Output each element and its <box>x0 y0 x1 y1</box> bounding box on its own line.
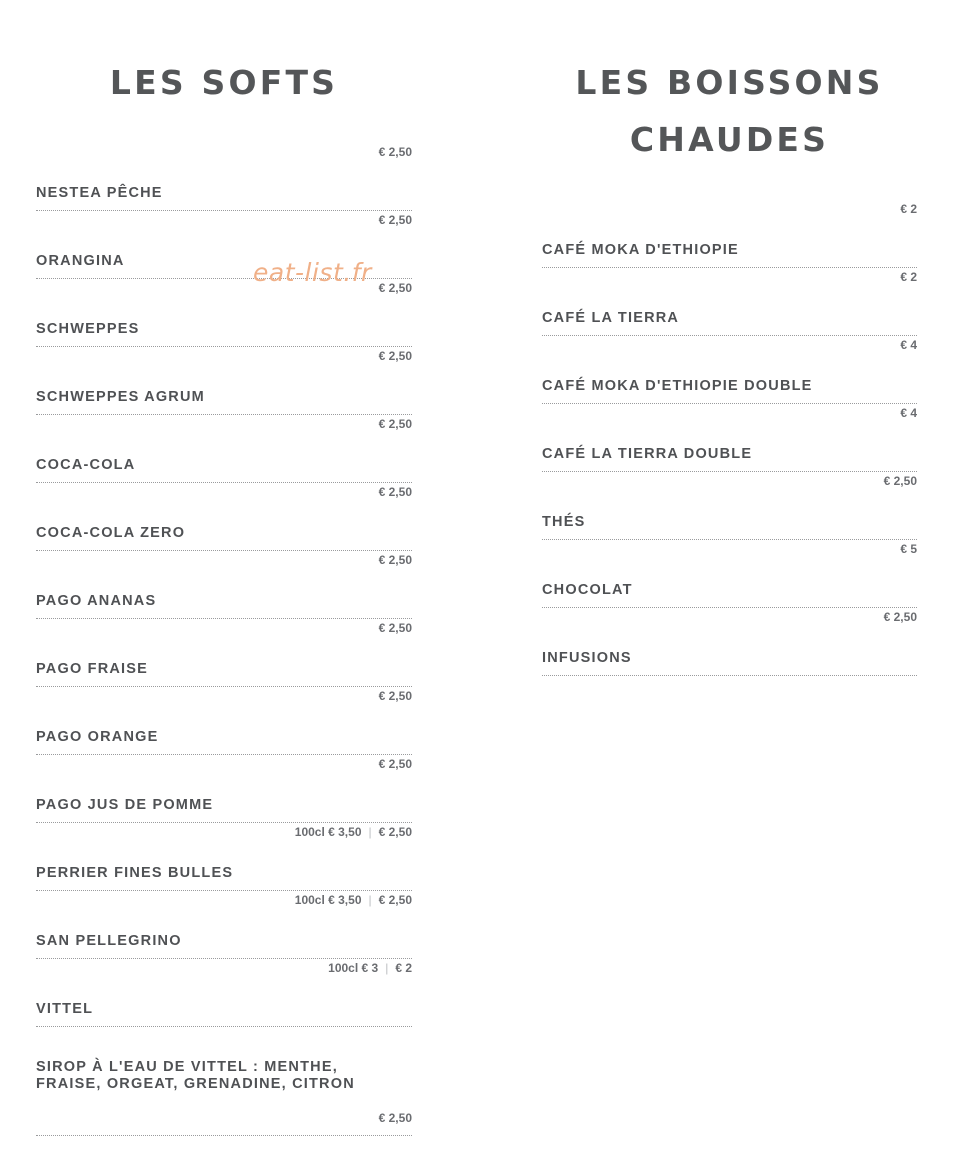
price-separator: | <box>368 893 372 907</box>
item-name: PAGO FRAISE <box>36 661 149 677</box>
menu-item <box>542 472 917 540</box>
item-name: SCHWEPPES AGRUM <box>36 389 205 405</box>
menu-item <box>542 200 917 268</box>
item-price: € 2,50 <box>378 145 412 159</box>
item-price: € 2,50 <box>378 621 412 635</box>
item-name: CHOCOLAT <box>542 582 633 598</box>
item-price-large: 100cl € 3,50 <box>294 825 362 839</box>
item-name: ORANGINA <box>36 253 125 269</box>
item-price: € 2,50 <box>378 553 412 567</box>
hot-drinks-title <box>542 54 917 168</box>
item-price: € 2,50 <box>378 213 412 227</box>
item-price: € 4 <box>900 338 917 352</box>
item-name: PAGO ANANAS <box>36 593 157 609</box>
item-price <box>295 893 412 907</box>
menu-item <box>36 143 412 211</box>
item-price: € 2,50 <box>883 610 917 624</box>
item-name: INFUSIONS <box>542 650 632 666</box>
item-price <box>295 825 412 839</box>
hot-drinks-title-line2: CHAUDES <box>629 120 830 159</box>
item-price <box>328 961 412 975</box>
menu-item <box>36 959 412 1027</box>
item-price: € 4 <box>900 406 917 420</box>
item-price-small: € 2,50 <box>378 825 412 839</box>
menu-item <box>542 540 917 608</box>
hot-drinks-title-line1: LES BOISSONS <box>575 63 884 102</box>
item-price-small: € 2 <box>395 961 412 975</box>
menu-item <box>36 415 412 483</box>
menu-item <box>36 347 412 415</box>
item-name: CAFÉ LA TIERRA <box>542 310 680 326</box>
item-name: COCA-COLA <box>36 457 136 473</box>
item-price: € 5 <box>900 542 917 556</box>
item-name: COCA-COLA ZERO <box>36 525 186 541</box>
item-name: PERRIER FINES BULLES <box>36 865 234 881</box>
item-price-small: € 2,50 <box>378 893 412 907</box>
menu-item <box>542 268 917 336</box>
menu-item <box>36 483 412 551</box>
price-separator: | <box>385 961 389 975</box>
menu-item <box>36 1044 412 1136</box>
item-price: € 2 <box>900 270 917 284</box>
watermark: eat-list.fr <box>253 258 372 287</box>
item-name: CAFÉ LA TIERRA DOUBLE <box>542 446 753 462</box>
softs-title: LES SOFTS <box>109 63 339 102</box>
menu-item <box>542 608 917 676</box>
item-name: CAFÉ MOKA D'ETHIOPIE DOUBLE <box>542 378 813 394</box>
item-price: € 2,50 <box>378 1111 412 1125</box>
item-name: VITTEL <box>36 1001 94 1017</box>
item-price: € 2 <box>900 202 917 216</box>
price-separator: | <box>368 825 372 839</box>
item-name: PAGO ORANGE <box>36 729 159 745</box>
item-price: € 2,50 <box>378 757 412 771</box>
item-price: € 2,50 <box>378 417 412 431</box>
item-name: NESTEA PÊCHE <box>36 185 163 201</box>
item-price: € 2,50 <box>378 485 412 499</box>
item-name: SAN PELLEGRINO <box>36 933 182 949</box>
item-name: CAFÉ MOKA D'ETHIOPIE <box>542 242 739 258</box>
item-name: THÉS <box>542 514 586 530</box>
item-price: € 2,50 <box>883 474 917 488</box>
item-price-large: 100cl € 3 <box>328 961 379 975</box>
item-price: € 2,50 <box>378 281 412 295</box>
item-name: PAGO JUS DE POMME <box>36 797 214 813</box>
menu-item <box>36 551 412 619</box>
menu-item <box>542 336 917 404</box>
item-price: € 2,50 <box>378 349 412 363</box>
menu-item <box>36 687 412 755</box>
item-name: SIROP À L'EAU DE VITTEL : MENTHE, FRAISE, ORGEAT, GRENADINE, CITRON <box>36 1059 355 1092</box>
item-price: € 2,50 <box>378 689 412 703</box>
menu-item <box>36 755 412 823</box>
menu-item <box>542 404 917 472</box>
menu-item <box>36 619 412 687</box>
item-price-large: 100cl € 3,50 <box>294 893 362 907</box>
menu-item <box>36 279 412 347</box>
item-name: SCHWEPPES <box>36 321 140 337</box>
menu-item <box>36 891 412 959</box>
menu-item <box>36 823 412 891</box>
